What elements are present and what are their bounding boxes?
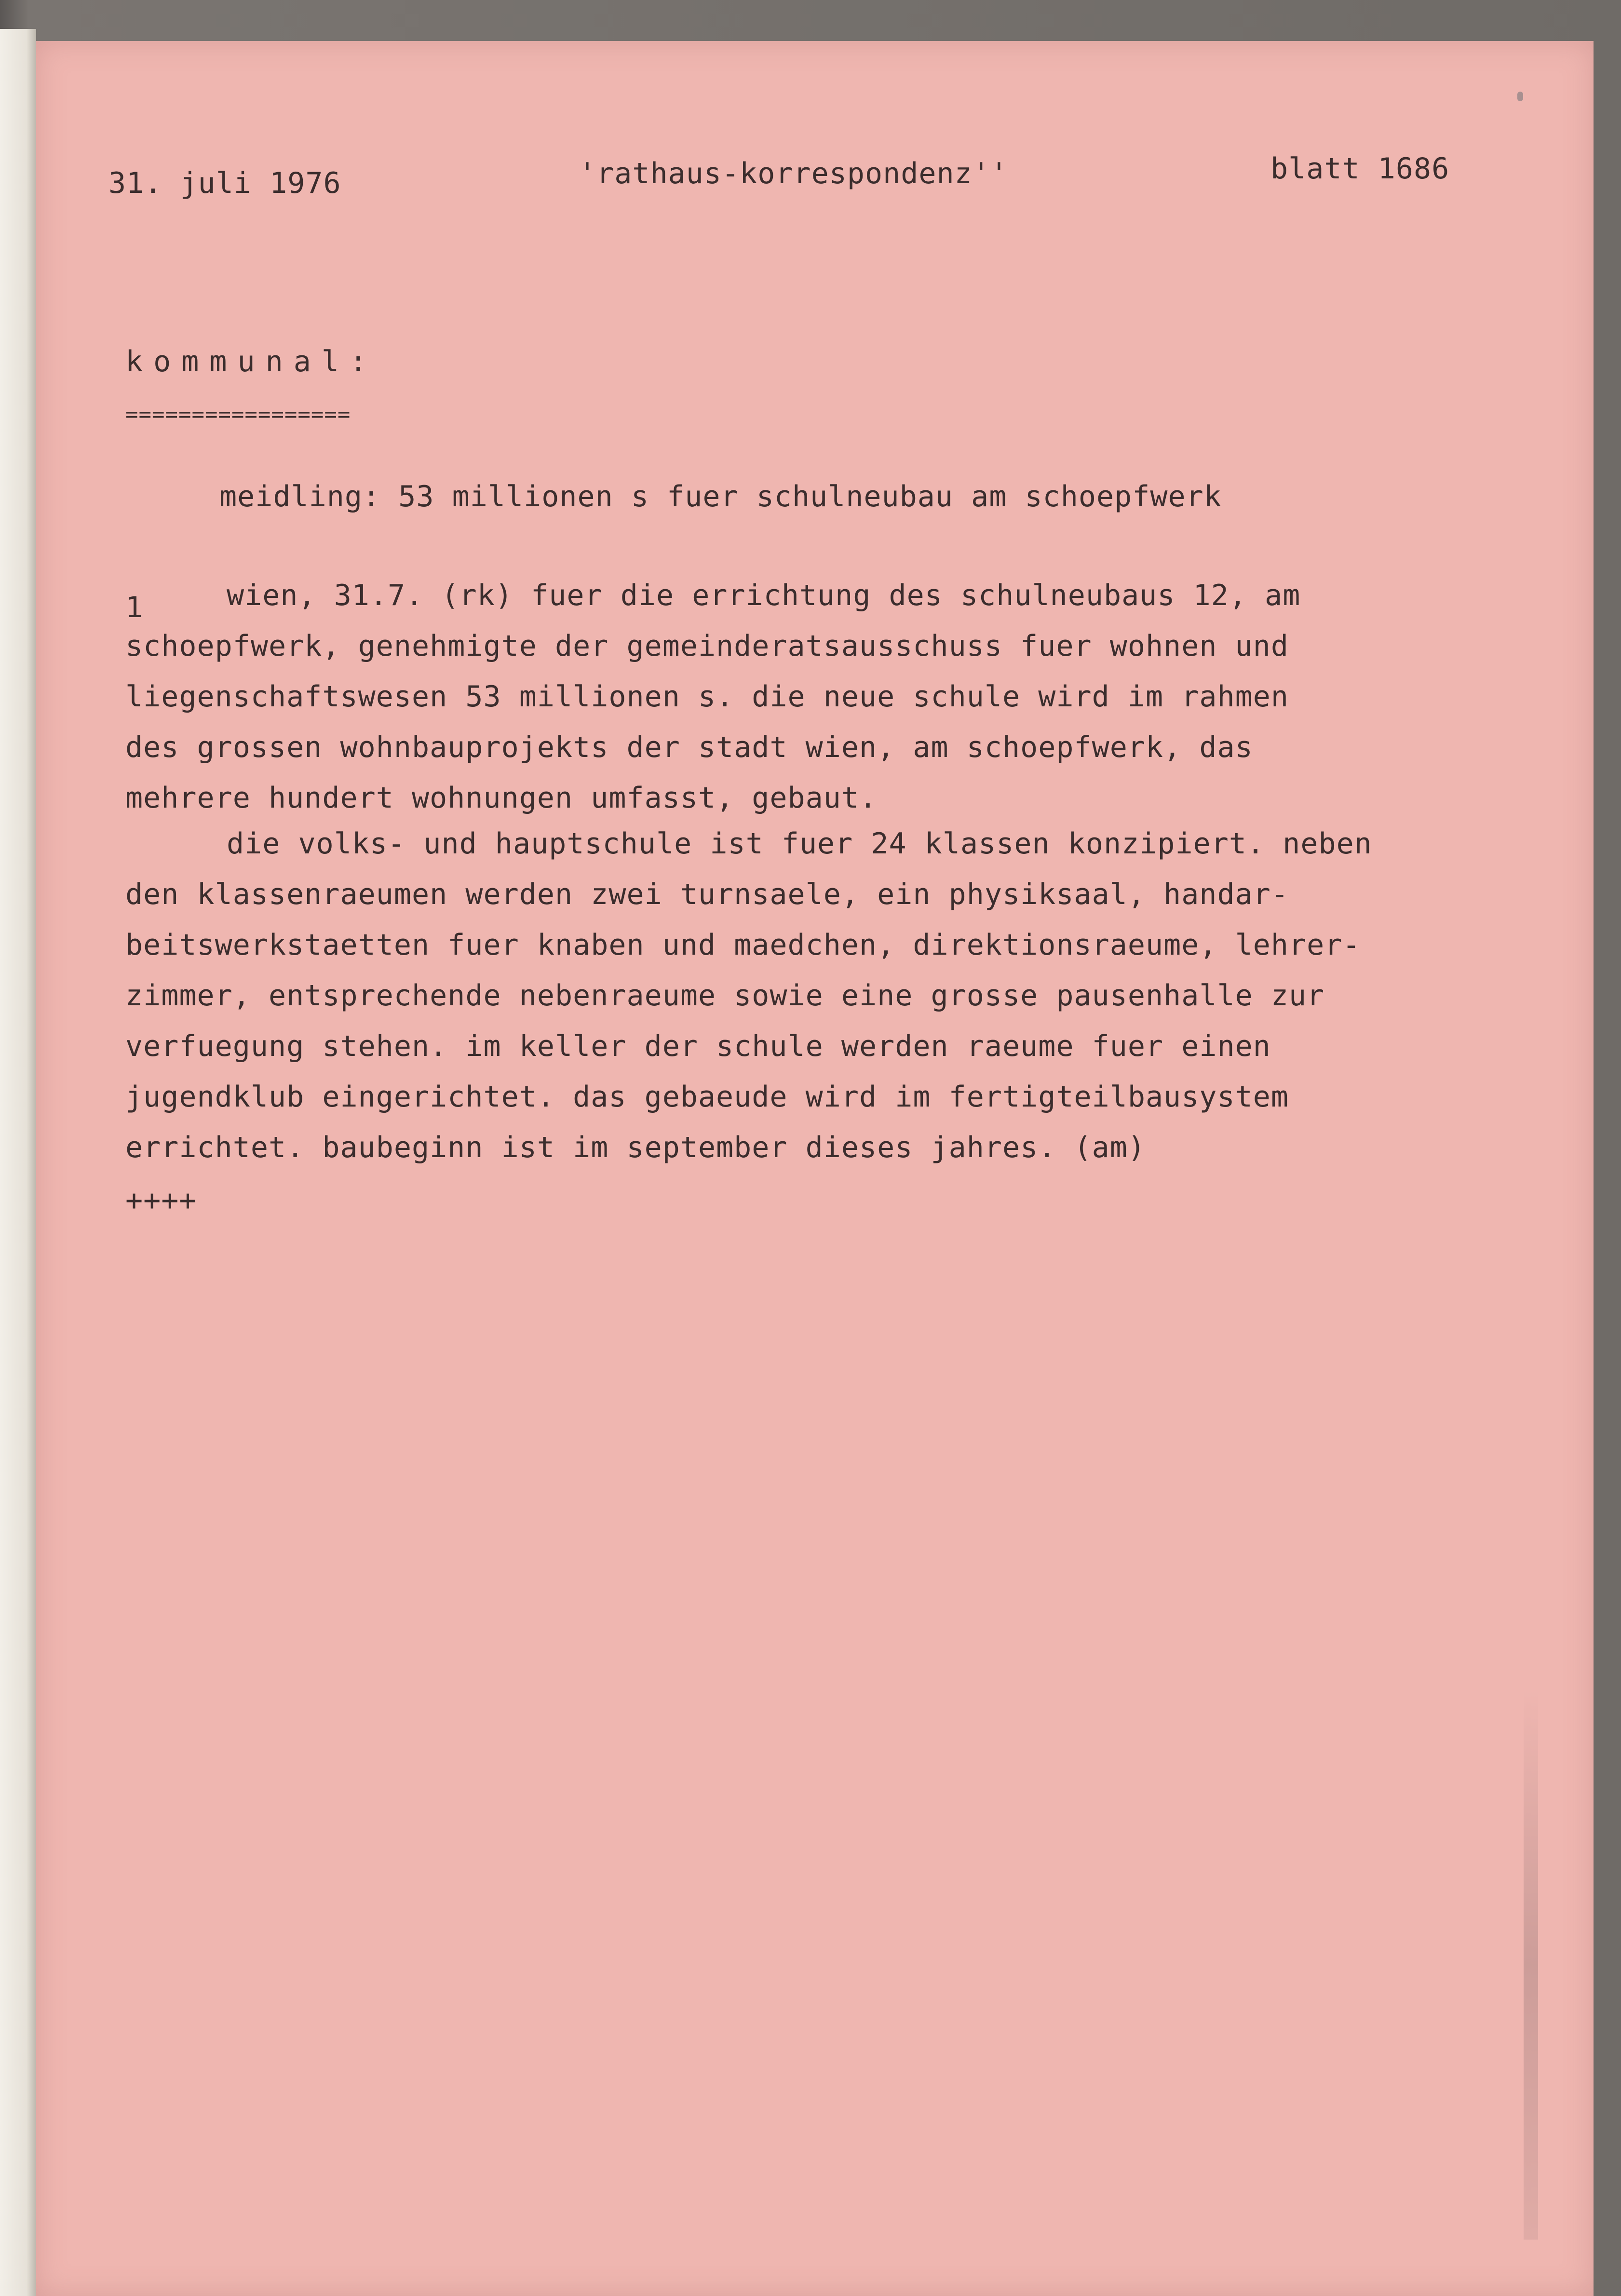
- paper-speck: [1517, 92, 1523, 101]
- binding-strip: [0, 29, 36, 2296]
- body-line: jugendklub eingerichtet. das gebaeude wird im fertigteilbausystem: [125, 1080, 1289, 1114]
- body-line: die volks- und hauptschule ist fuer 24 klassen konzipiert. neben: [227, 827, 1372, 861]
- body-line: schoepfwerk, genehmigte der gemeinderatsausschuss fuer wohnen und: [125, 629, 1289, 663]
- body-line: beitswerkstaetten fuer knaben und maedchen, direktionsraeume, lehrer-: [125, 928, 1361, 962]
- bleed-through-mark: [1524, 1690, 1538, 2240]
- section-rule: =================: [125, 402, 351, 427]
- body-line: den klassenraeumen werden zwei turnsaele, ein physiksaal, handar-: [125, 878, 1289, 911]
- body-line: wien, 31.7. (rk) fuer die errichtung des schulneubaus 12, am: [227, 579, 1301, 612]
- document-page: [36, 41, 1594, 2296]
- header-sheet-number: blatt 1686: [1270, 152, 1450, 186]
- article-headline: meidling: 53 millionen s fuer schulneubau am schoepfwerk: [219, 480, 1222, 513]
- body-line: errichtet. baubeginn ist im september dieses jahres. (am): [125, 1131, 1146, 1164]
- article-number: 1: [125, 591, 144, 624]
- header-source: 'rathaus-korrespondenz'': [579, 157, 1008, 190]
- body-line: des grossen wohnbauprojekts der stadt wien, am schoepfwerk, das: [125, 730, 1253, 764]
- header-date: 31. juli 1976: [108, 166, 341, 200]
- body-line: mehrere hundert wohnungen umfasst, gebaut.: [125, 781, 878, 815]
- end-mark: ++++: [125, 1184, 197, 1217]
- body-line: liegenschaftswesen 53 millionen s. die neue schule wird im rahmen: [125, 680, 1289, 714]
- section-title: kommunal:: [125, 345, 378, 378]
- body-line: zimmer, entsprechende nebenraeume sowie eine grosse pausenhalle zur: [125, 979, 1325, 1013]
- body-line: verfuegung stehen. im keller der schule werden raeume fuer einen: [125, 1029, 1271, 1063]
